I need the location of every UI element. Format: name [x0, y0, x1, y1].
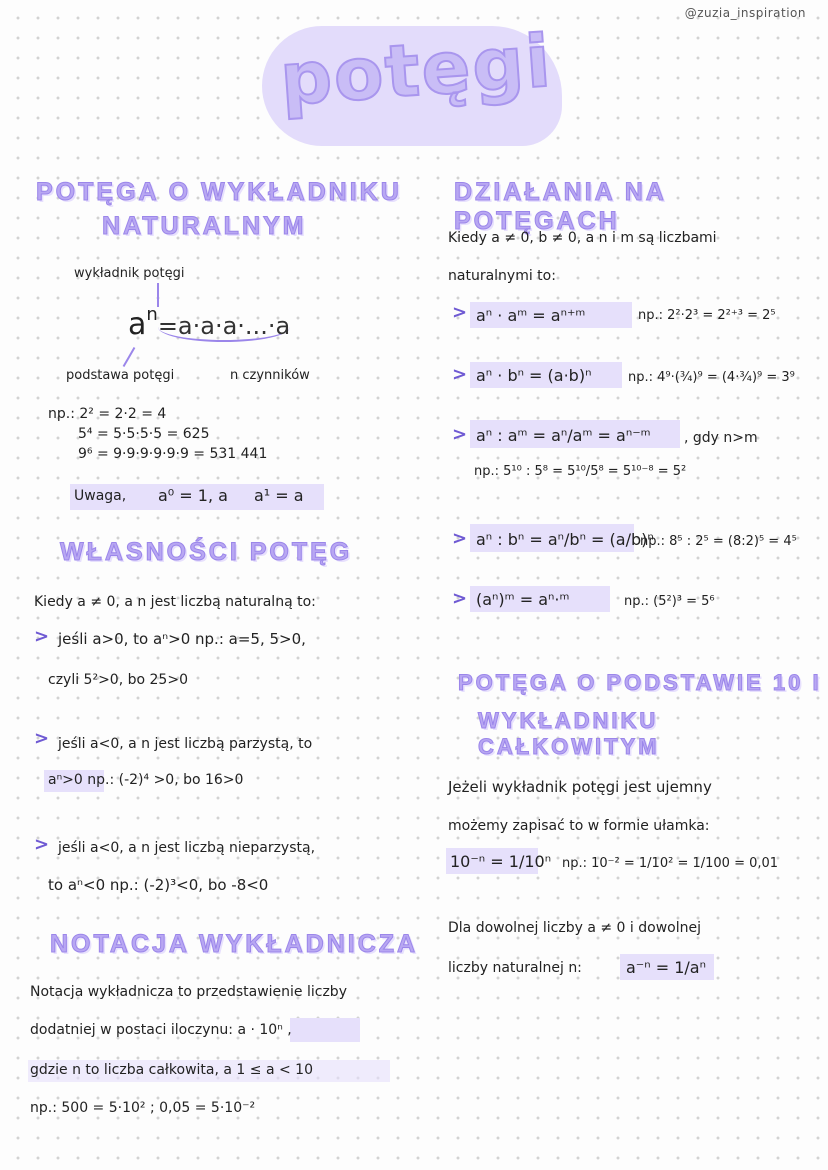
base-ten-example: np.: 10⁻² = 1/10² = 1/100 = 0,01: [562, 856, 779, 871]
section-heading: WŁASNOŚCI POTĘG: [60, 538, 353, 566]
properties-intro: Kiedy a ≠ 0, a n jest liczbą naturalną to:: [34, 594, 316, 610]
operation-example-3: np.: 5¹⁰ : 5⁸ = 5¹⁰/5⁸ = 5¹⁰⁻⁸ = 5²: [474, 464, 687, 479]
rule-2-cont: aⁿ>0 np.: (-2)⁴ >0, bo 16>0: [48, 772, 244, 788]
bullet-arrow-icon: >: [452, 302, 468, 323]
base-ten-line-3: Dla dowolnej liczby a ≠ 0 i dowolnej: [448, 920, 701, 936]
bullet-arrow-icon: >: [452, 528, 468, 549]
notation-example: np.: 500 = 5·10² ; 0,05 = 5·10⁻²: [30, 1100, 256, 1116]
label-base: podstawa potęgi: [66, 368, 175, 383]
example-1: np.: 2² = 2·2 = 4: [48, 406, 167, 422]
base-ten-formula: 10⁻ⁿ = 1/10ⁿ: [450, 852, 552, 871]
section-heading: DZIAŁANIA NA POTĘGACH: [454, 178, 666, 235]
definition-formula: [128, 304, 290, 342]
formula-product: =a·a·a·...·a: [157, 312, 291, 340]
rule-3-cont: to aⁿ<0 np.: (-2)³<0, bo -8<0: [48, 876, 269, 894]
base-ten-line-4: liczby naturalnej n:: [448, 960, 582, 976]
section-heading-line1: POTĘGA O WYKŁADNIKU: [36, 178, 402, 206]
operations-intro-1: Kiedy a ≠ 0, b ≠ 0, a n i m są liczbami: [448, 230, 717, 246]
section-heading-line2: NATURALNYM: [102, 212, 307, 240]
rule-3: jeśli a<0, a n jest liczbą nieparzystą,: [58, 840, 316, 856]
operation-example-2: np.: 4⁹·(¾)⁹ = (4·¾)⁹ = 3⁹: [628, 370, 795, 385]
bullet-arrow-icon: >: [34, 626, 50, 647]
notation-line-3: gdzie n to liczba całkowita, a 1 ≤ a < 10: [30, 1062, 313, 1078]
section-heading-line1: POTĘGA O PODSTAWIE 10 I: [458, 670, 822, 695]
rule-1-cont: czyli 5²>0, bo 25>0: [48, 672, 188, 688]
base-ten-line-1: Jeżeli wykładnik potęgi jest ujemny: [448, 778, 712, 796]
label-exponent: wykładnik potęgi: [74, 266, 185, 281]
section-heading: NOTACJA WYKŁADNICZA: [50, 930, 419, 958]
note-first-power: a¹ = a: [254, 486, 304, 505]
bullet-arrow-icon: >: [452, 424, 468, 445]
example-2: 5⁴ = 5·5·5·5 = 625: [78, 426, 210, 442]
operation-example-4: np.: 8⁵ : 2⁵ = (8:2)⁵ = 4⁵: [640, 534, 797, 549]
example-3: 9⁶ = 9·9·9·9·9·9 = 531 441: [78, 446, 268, 462]
operation-rule-1: aⁿ · aᵐ = aⁿ⁺ᵐ: [476, 306, 586, 325]
bullet-arrow-icon: >: [452, 364, 468, 385]
notation-formula-highlight: [290, 1018, 360, 1042]
rule-1: jeśli a>0, to aⁿ>0 np.: a=5, 5>0,: [58, 630, 306, 648]
watermark: @zuzia_inspiration: [684, 6, 806, 20]
note-zero-power: a⁰ = 1, a: [158, 486, 228, 505]
operation-example-5: np.: (5²)³ = 5⁶: [624, 594, 715, 609]
notation-line-1: Notacja wykładnicza to przedstawienie liczby: [30, 984, 347, 1000]
operation-rule-4: aⁿ : bⁿ = aⁿ/bⁿ = (a/b)ⁿ: [476, 530, 654, 549]
operation-rule-5: (aⁿ)ᵐ = aⁿ·ᵐ: [476, 590, 570, 609]
base-ten-line-2: możemy zapisać to w formie ułamka:: [448, 818, 710, 834]
bullet-arrow-icon: >: [34, 834, 50, 855]
section-heading-line2: WYKŁADNIKU CAŁKOWITYM: [478, 708, 660, 759]
formula-base: a: [128, 307, 147, 342]
note-label: Uwaga,: [74, 488, 127, 504]
bullet-arrow-icon: >: [34, 728, 50, 749]
notation-line-2: dodatniej w postaci iloczynu: a · 10ⁿ ,: [30, 1022, 292, 1038]
operation-rule-2: aⁿ · bⁿ = (a·b)ⁿ: [476, 366, 592, 385]
operations-intro-2: naturalnymi to:: [448, 268, 556, 284]
label-factors: n czynników: [230, 368, 310, 383]
arrow-base: [123, 347, 136, 367]
formula-exponent: n: [146, 304, 158, 325]
rule-2: jeśli a<0, a n jest liczbą parzystą, to: [58, 736, 313, 752]
negative-power-formula: a⁻ⁿ = 1/aⁿ: [626, 958, 706, 977]
operation-rule-3: aⁿ : aᵐ = aⁿ/aᵐ = aⁿ⁻ᵐ: [476, 426, 651, 445]
bullet-arrow-icon: >: [452, 588, 468, 609]
operation-example-1: np.: 2²·2³ = 2²⁺³ = 2⁵: [638, 308, 776, 323]
page-title: potęgi: [277, 18, 556, 122]
operation-rule-3-condition: , gdy n>m: [684, 430, 758, 446]
